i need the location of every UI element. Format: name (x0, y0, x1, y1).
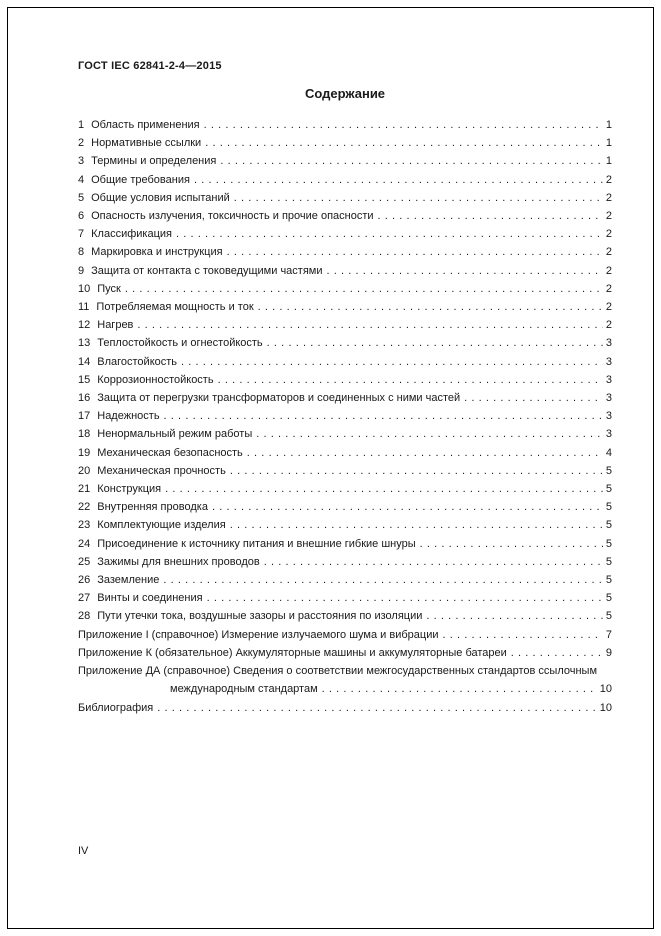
toc-dot-leader (204, 116, 603, 134)
toc-entry (78, 498, 612, 516)
toc-entry-number: 23 (78, 519, 91, 532)
toc-entry-number: 20 (78, 464, 91, 477)
toc-entry-page: 5 (605, 610, 612, 623)
toc-entry-title: Механическая прочность (97, 464, 226, 477)
toc-entry (78, 662, 612, 680)
toc-entry (78, 607, 612, 625)
toc-entry (78, 389, 612, 407)
toc-entry-title: Приложение ДА (справочное) Сведения о соответствии межгосударственных стандартов ссылочным (78, 665, 598, 678)
toc-entry (78, 116, 612, 134)
toc-dot-leader (212, 498, 603, 516)
toc-entry-title: Конструкция (97, 483, 162, 496)
toc-entry-number: 6 (78, 210, 85, 223)
toc-dot-leader (230, 516, 603, 534)
toc-entry-title: Теплостойкость и огнестойкость (97, 337, 263, 350)
toc-entry-number: 28 (78, 610, 91, 623)
toc-entry-number: 19 (78, 446, 91, 459)
toc-entry-title: Заземление (97, 574, 160, 587)
toc-dot-leader (218, 371, 603, 389)
toc-entry-page: 3 (605, 355, 612, 368)
toc-entry (78, 298, 612, 316)
document-header: ГОСТ IEC 62841-2-4—2015 (78, 60, 222, 72)
toc-entry (78, 462, 612, 480)
toc-entry-title: Внутренняя проводка (97, 501, 208, 514)
toc-entry (78, 535, 612, 553)
toc-entry-page: 3 (605, 392, 612, 405)
toc-dot-leader (322, 680, 597, 698)
toc-entry (78, 152, 612, 170)
toc-entry (78, 626, 612, 644)
toc-entry-title: Влагостойкость (97, 355, 178, 368)
toc-entry-number: 9 (78, 264, 85, 277)
toc-entry-page: 3 (605, 428, 612, 441)
toc-entry (78, 353, 612, 371)
toc-entry (78, 207, 612, 225)
toc-entry-title: Область применения (91, 119, 200, 131)
toc-entry-page: 9 (605, 646, 612, 659)
toc-entry-title: Коррозионностойкость (97, 373, 214, 386)
toc-entry-page: 10 (599, 683, 612, 696)
toc-entry (78, 225, 612, 243)
toc-dot-leader (207, 589, 603, 607)
toc-entry-page: 5 (605, 483, 612, 496)
toc-entry-page: 5 (605, 519, 612, 532)
toc-entry-title: Ненормальный режим работы (97, 428, 253, 441)
toc-entry-number: 27 (78, 592, 91, 605)
toc-entry-page: 3 (605, 373, 612, 386)
toc-dot-leader (157, 699, 597, 717)
toc-dot-leader (234, 189, 603, 207)
toc-entry-page: 1 (605, 155, 612, 168)
toc-entry (78, 425, 612, 443)
toc-entry-title: Пути утечки тока, воздушные зазоры и расстояния по изоляции (97, 610, 423, 623)
toc-entry-page: 5 (605, 555, 612, 568)
toc-entry (78, 189, 612, 207)
toc-entry-title: Библиография (78, 701, 154, 714)
toc-entry-page: 2 (605, 173, 612, 186)
toc-entry-title: Потребляемая мощность и ток (96, 301, 254, 314)
toc-entry-number: 15 (78, 373, 91, 386)
toc-entry-page: 1 (605, 137, 612, 150)
toc-entry (78, 589, 612, 607)
toc-entry-number: 17 (78, 410, 91, 423)
toc-entry-title: Классификация (91, 228, 172, 241)
toc-entry (78, 407, 612, 425)
toc-entry-number: 10 (78, 282, 91, 295)
toc-entry-page: 2 (605, 210, 612, 223)
toc-dot-leader (205, 134, 603, 152)
toc-entry-title: Комплектующие изделия (97, 519, 226, 532)
toc-dot-leader (256, 425, 603, 443)
toc-entry (78, 371, 612, 389)
toc-entry-page: 5 (605, 574, 612, 587)
toc-entry-number: 4 (78, 173, 85, 186)
toc-dot-leader (378, 207, 603, 225)
toc-entry-page: 2 (605, 301, 612, 314)
toc-entry-page: 2 (605, 319, 612, 332)
toc-entry-title: Нагрев (97, 319, 134, 332)
toc-entry-page: 10 (599, 701, 612, 714)
toc-dot-leader (247, 444, 603, 462)
toc-entry-title: Надежность (97, 410, 160, 423)
toc-dot-leader (442, 626, 602, 644)
toc-entry-title: Защита от контакта с токоведущими частями (91, 264, 323, 277)
toc-dot-leader (176, 225, 603, 243)
toc-dot-leader (164, 407, 603, 425)
toc-entry (78, 134, 612, 152)
toc-entry-title: Маркировка и инструкция (91, 246, 223, 259)
toc-dot-leader (511, 644, 603, 662)
toc-entry-number: 16 (78, 392, 91, 405)
toc-entry-page: 2 (605, 282, 612, 295)
toc-entry-title: Термины и определения (91, 155, 217, 168)
toc-entry-title: Пуск (97, 282, 121, 295)
toc-entry (78, 444, 612, 462)
toc-entry (78, 262, 612, 280)
toc-entry-number: 2 (78, 137, 85, 150)
toc-entry (78, 280, 612, 298)
toc-entry-page: 2 (605, 191, 612, 204)
toc-entry (78, 316, 612, 334)
toc-entry-title: Приложение К (обязательное) Аккумуляторные машины и аккумуляторные батареи (78, 646, 507, 659)
toc-entry-number: 26 (78, 574, 91, 587)
toc-entry-number: 11 (78, 301, 90, 314)
toc-entry (78, 480, 612, 498)
toc-entry-number: 1 (78, 119, 85, 131)
toc-title: Содержание (304, 86, 386, 101)
toc-entry (78, 553, 612, 571)
toc-entry-number: 13 (78, 337, 91, 350)
toc-entry-title: Общие требования (91, 173, 190, 186)
toc-entry-title: Опасность излучения, токсичность и прочие опасности (91, 210, 374, 223)
page-number-footer: IV (78, 845, 89, 857)
toc-entry-page: 5 (605, 501, 612, 514)
toc-dot-leader (264, 553, 603, 571)
toc-entry (78, 516, 612, 534)
toc-entry (78, 644, 612, 662)
toc-dot-leader (137, 316, 602, 334)
toc-entry-page: 3 (605, 410, 612, 423)
toc-dot-leader (163, 571, 603, 589)
toc-entry (78, 699, 612, 717)
toc-list (78, 116, 612, 717)
toc-entry-number: 25 (78, 555, 91, 568)
toc-dot-leader (258, 298, 603, 316)
toc-entry-number: 14 (78, 355, 91, 368)
toc-entry-page: 4 (605, 446, 612, 459)
toc-entry-number: 18 (78, 428, 91, 441)
toc-entry-title: Присоединение к источнику питания и внешние гибкие шнуры (97, 537, 416, 550)
toc-entry-number: 8 (78, 246, 85, 259)
toc-dot-leader (426, 607, 602, 625)
toc-dot-leader (420, 535, 603, 553)
toc-entry-number: 22 (78, 501, 91, 514)
toc-entry-title: Нормативные ссылки (91, 137, 202, 150)
toc-entry-page: 3 (605, 337, 612, 350)
toc-entry-number: 21 (78, 483, 91, 496)
toc-entry-number: 12 (78, 319, 91, 332)
toc-entry (78, 334, 612, 352)
toc-dot-leader (327, 262, 603, 280)
toc-dot-leader (165, 480, 603, 498)
toc-entry-title: Защита от перегрузки трансформаторов и соединенных с ними частей (97, 392, 461, 405)
toc-entry-page: 5 (605, 592, 612, 605)
toc-entry-number: 5 (78, 191, 85, 204)
toc-entry-page: 5 (605, 537, 612, 550)
toc-entry-page: 2 (605, 264, 612, 277)
toc-entry-page: 1 (605, 119, 612, 131)
toc-entry-title: международным стандартам (170, 683, 318, 696)
toc-entry-title: Механическая безопасность (97, 446, 243, 459)
toc-dot-leader (194, 171, 603, 189)
toc-entry (78, 680, 612, 698)
toc-dot-leader (227, 243, 603, 261)
toc-entry-title: Винты и соединения (97, 592, 203, 605)
toc-entry-title: Зажимы для внешних проводов (97, 555, 260, 568)
toc-entry-page: 5 (605, 464, 612, 477)
toc-entry-number: 3 (78, 155, 85, 168)
toc-entry (78, 171, 612, 189)
toc-dot-leader (267, 334, 603, 352)
toc-dot-leader (181, 353, 603, 371)
toc-entry (78, 571, 612, 589)
toc-dot-leader (230, 462, 603, 480)
toc-dot-leader (464, 389, 603, 407)
toc-entry-number: 7 (78, 228, 85, 241)
toc-entry-page: 7 (605, 628, 612, 641)
toc-entry-page: 2 (605, 228, 612, 241)
toc-entry-number: 24 (78, 537, 91, 550)
toc-entry-title: Приложение I (справочное) Измерение излучаемого шума и вибрации (78, 628, 439, 641)
toc-entry-page: 2 (605, 246, 612, 259)
toc-dot-leader (220, 152, 603, 170)
toc-dot-leader (125, 280, 603, 298)
toc-entry (78, 243, 612, 261)
toc-entry-title: Общие условия испытаний (91, 191, 230, 204)
